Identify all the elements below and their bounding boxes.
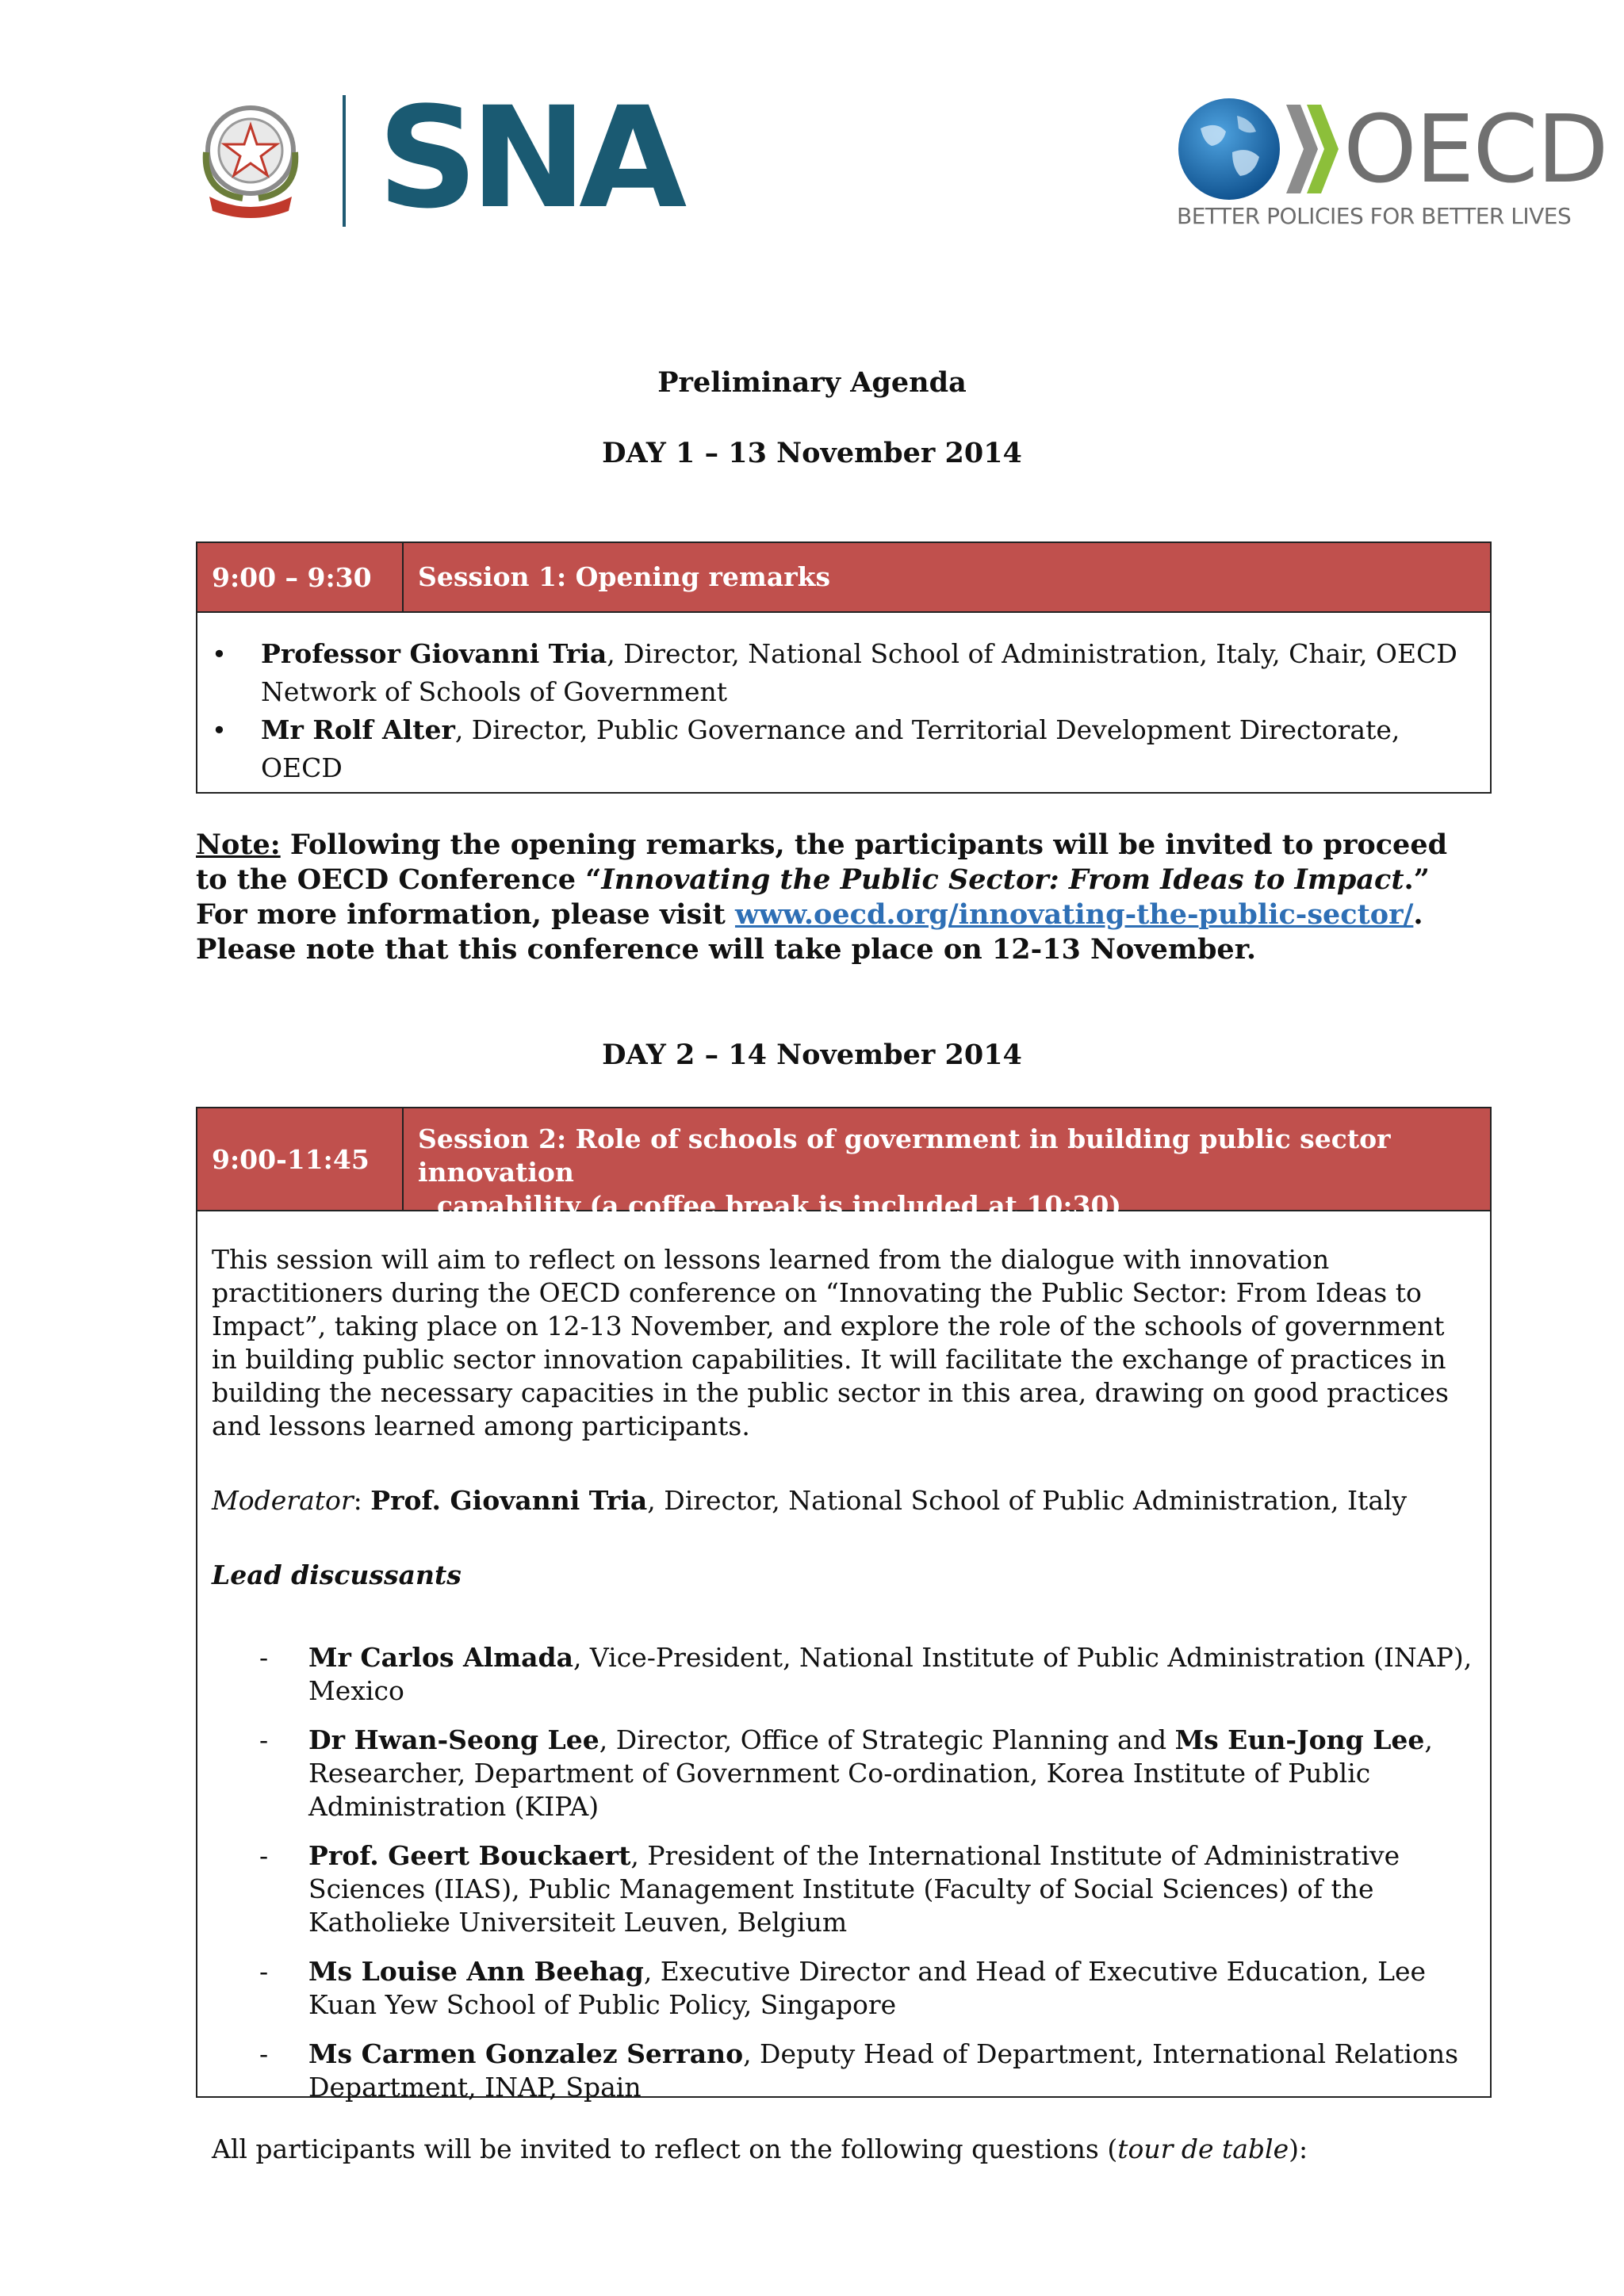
day1-heading: DAY 1 – 13 November 2014 <box>602 437 1022 469</box>
discussant-desc: , President of the International Institute of Administrative Sciences (IIAS), Public Management Institute (Faculty of Social Sciences) of the Katholieke Universiteit Leuven, Belgium <box>308 1840 1400 1938</box>
speaker-name: Professor Giovanni Tria <box>261 638 607 669</box>
italian-republic-emblem <box>195 97 306 224</box>
closing-text: All participants will be invited to reflect on the following questions ( <box>212 2133 1118 2164</box>
discussant-name: Ms Louise Ann Beehag <box>308 1956 644 1987</box>
session2-title-line1: Session 2: Role of schools of government in building public sector innovation <box>418 1123 1391 1188</box>
discussant-desc: , Director, Office of Strategic Planning and <box>599 1724 1175 1755</box>
session1-table <box>196 541 1492 794</box>
lead-discussants-label: Lead discussants <box>212 1559 462 1590</box>
discussant-desc: , Executive Director and Head of Executive Education, Lee Kuan Yew School of Public Policy, Singapore <box>308 1956 1427 2020</box>
speaker-desc: , Director, National School of Administration, Italy, Chair, OECD Network of Schools of Government <box>261 638 1457 707</box>
logo-divider <box>343 95 346 227</box>
list-item <box>212 1724 1476 1823</box>
session2-title-cont: capability <box>437 1190 581 1221</box>
discussant-desc: , Deputy Head of Department, International Relations Department, INAP, Spain <box>308 2038 1459 2103</box>
oecd-globe-icon <box>1177 97 1281 201</box>
moderator-desc: , Director, National School of Public Administration, Italy <box>647 1485 1408 1516</box>
coffee-break-note: (a coffee break is included at 10:30) <box>589 1190 1122 1221</box>
session2-body <box>197 1211 1490 2166</box>
discussant-desc: , Vice-President, National Institute of Public Administration (INAP), Mexico <box>308 1642 1473 1706</box>
note-paragraph <box>196 828 1480 967</box>
sna-logo: SNA <box>377 77 680 239</box>
oecd-conference-link[interactable]: www.oecd.org/innovating-the-public-sector/ <box>734 898 1414 931</box>
closing-end: ): <box>1289 2133 1308 2164</box>
note-text: Following the opening remarks, the participants will be invited to proceed to the OECD Conference “ <box>196 828 1448 896</box>
conference-title: Innovating the Public Sector: From Ideas to Impact <box>601 863 1404 896</box>
session2-time: 9:00-11:45 <box>197 1108 404 1210</box>
tour-de-table: tour de table <box>1117 2133 1289 2164</box>
moderator-name: Prof. Giovanni Tria <box>370 1485 648 1516</box>
list-item <box>212 1839 1476 1939</box>
list-item <box>212 2038 1476 2104</box>
session1-body <box>197 613 1490 787</box>
list-item <box>212 711 1476 787</box>
oecd-chevron-icon <box>1283 97 1340 201</box>
note-text: .” For more information, please visit <box>196 863 1430 931</box>
session1-header <box>197 543 1490 613</box>
list-item <box>212 1955 1476 2022</box>
session1-title: Session 1: Opening remarks <box>418 561 831 592</box>
speaker-desc: , Director, Public Governance and Territorial Development Directorate, OECD <box>261 714 1400 783</box>
day2-heading: DAY 2 – 14 November 2014 <box>602 1039 1022 1071</box>
discussant-desc: , Researcher, Department of Government Co-ordination, Korea Institute of Public Administration (KIPA) <box>308 1724 1433 1822</box>
closing-line <box>212 2133 1476 2166</box>
session2-title-line2 <box>418 1189 1476 1223</box>
moderator-line: Moderator: Prof. Giovanni Tria, Director, National School of Public Administration, Italy <box>212 1485 1408 1516</box>
speaker-name: Mr Rolf Alter <box>261 714 455 745</box>
session2-description: This session will aim to reflect on lessons learned from the dialogue with innovation practitioners during the OECD conference on “Innovating the Public Sector: From Ideas to Impact”, taking place on 12-13 November, and explore the role of the schools of government in building public sector innovation capabilities. It will facilitate the exchange of practices in building the necessary capacities in the public sector in this area, drawing on good practices and lessons learned among participants. <box>212 1244 1449 1441</box>
note-label: Note: <box>196 828 281 861</box>
session2-table <box>196 1107 1492 2164</box>
discussant-name: Ms Carmen Gonzalez Serrano <box>308 2038 744 2069</box>
discussant-name: Ms Eun-Jong Lee <box>1174 1724 1425 1755</box>
discussant-name: Mr Carlos Almada <box>308 1642 573 1673</box>
list-item <box>212 1641 1476 1708</box>
session2-header <box>197 1108 1490 1221</box>
list-item <box>212 635 1476 711</box>
session1-speakers <box>212 635 1476 787</box>
oecd-logo: OECD <box>1343 94 1607 204</box>
note-text: . Please note that this conference will take place on 12-13 November. <box>196 898 1423 966</box>
agenda-title: Preliminary Agenda <box>657 366 967 399</box>
oecd-tagline: BETTER POLICIES FOR BETTER LIVES <box>1177 203 1572 229</box>
session1-time: 9:00 – 9:30 <box>197 543 404 611</box>
session2-title <box>404 1108 1490 1221</box>
discussant-name: Dr Hwan-Seong Lee <box>308 1724 599 1755</box>
discussant-name: Prof. Geert Bouckaert <box>308 1840 631 1871</box>
moderator-label: Moderator <box>212 1485 354 1516</box>
discussants-list <box>212 1641 1476 2104</box>
